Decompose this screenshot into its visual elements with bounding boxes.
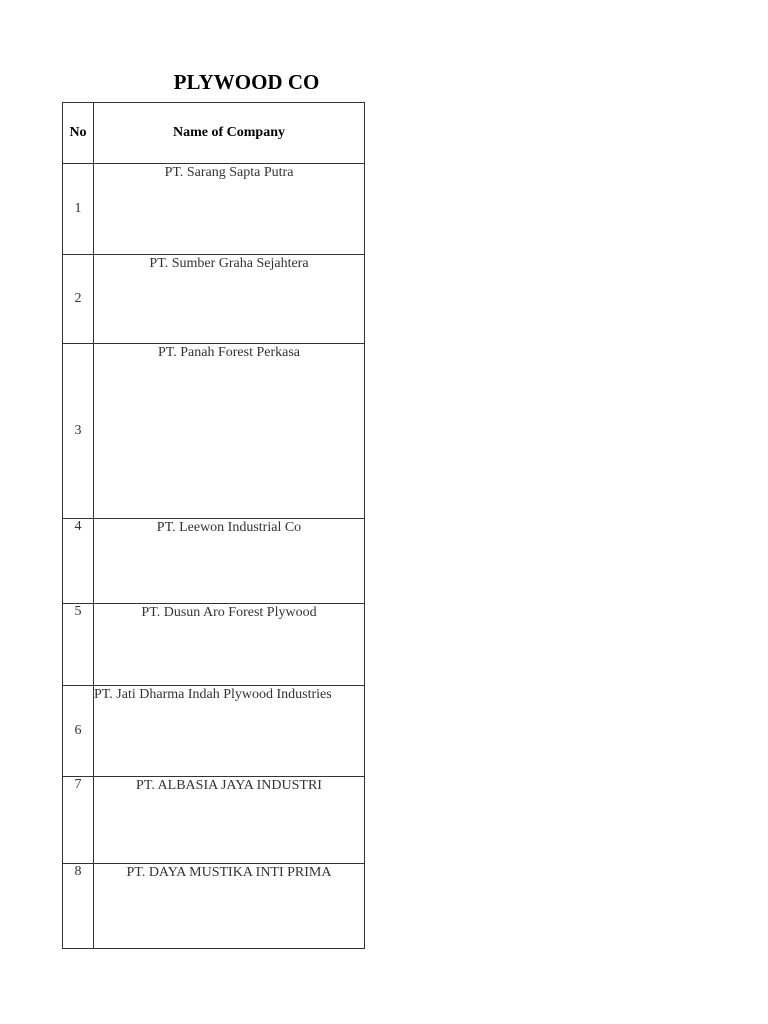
table-row bbox=[63, 255, 365, 344]
row-number: 6 bbox=[63, 686, 94, 777]
row-number: 8 bbox=[63, 864, 94, 949]
table-row bbox=[63, 604, 365, 686]
company-name: PT. Dusun Aro Forest Plywood bbox=[94, 604, 365, 686]
table-row bbox=[63, 777, 365, 864]
table-row bbox=[63, 864, 365, 949]
row-number: 1 bbox=[63, 164, 94, 255]
row-number: 7 bbox=[63, 777, 94, 864]
header-name-of-company: Name of Company bbox=[94, 103, 365, 164]
table-row bbox=[63, 686, 365, 777]
company-table bbox=[62, 102, 365, 949]
table-row bbox=[63, 519, 365, 604]
company-name: PT. Jati Dharma Indah Plywood Industries bbox=[94, 686, 365, 777]
row-number: 2 bbox=[63, 255, 94, 344]
company-name: PT. ALBASIA JAYA INDUSTRI bbox=[94, 777, 365, 864]
row-number: 5 bbox=[63, 604, 94, 686]
company-name: PT. Sumber Graha Sejahtera bbox=[94, 255, 365, 344]
table-row bbox=[63, 164, 365, 255]
page-title: PLYWOOD CO bbox=[173, 70, 320, 94]
company-name: PT. Sarang Sapta Putra bbox=[94, 164, 365, 255]
row-number: 4 bbox=[63, 519, 94, 604]
row-number: 3 bbox=[63, 344, 94, 519]
company-name: PT. Panah Forest Perkasa bbox=[94, 344, 365, 519]
company-name: PT. Leewon Industrial Co bbox=[94, 519, 365, 604]
table-header-row bbox=[63, 103, 365, 164]
header-no: No bbox=[63, 103, 94, 164]
table-row bbox=[63, 344, 365, 519]
company-name: PT. DAYA MUSTIKA INTI PRIMA bbox=[94, 864, 365, 949]
